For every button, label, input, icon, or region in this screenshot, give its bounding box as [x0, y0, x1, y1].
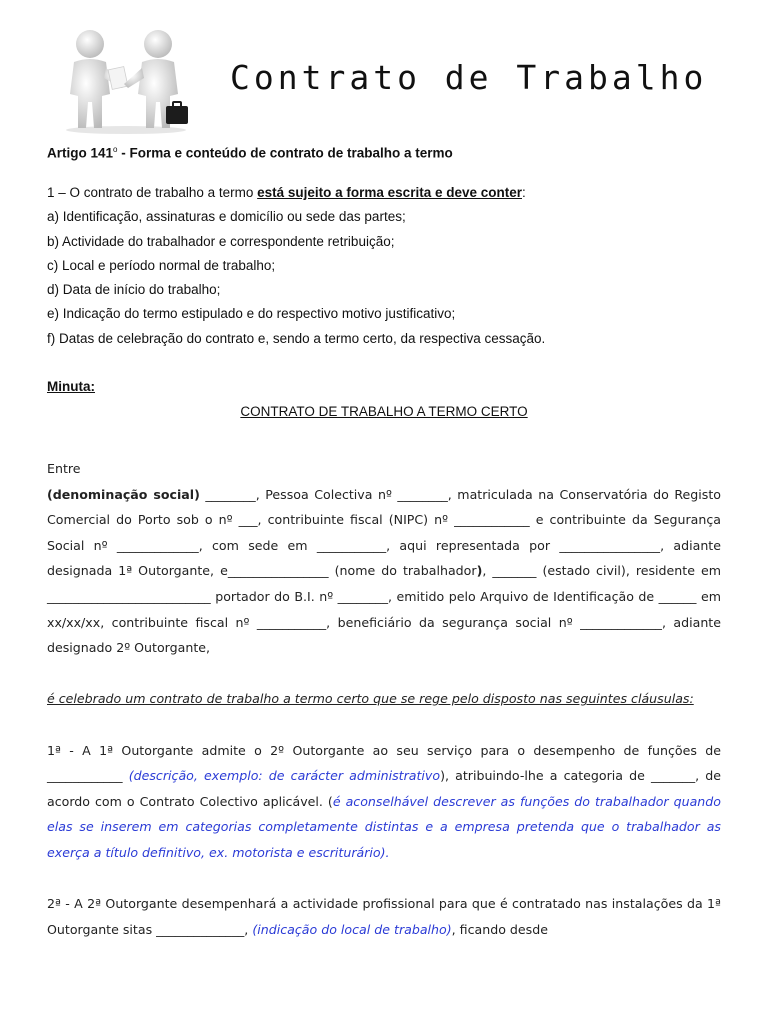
celebrado-paragraph: é celebrado um contrato de trabalho a termo certo que se rege pelo disposto nas seguintes cláusulas:	[47, 691, 694, 707]
contract-body	[47, 456, 721, 942]
clause-1	[47, 738, 721, 866]
article-ordinal: o	[113, 145, 118, 154]
article-item-d: d) Data de início do trabalho;	[47, 282, 221, 298]
document-title: Contrato de Trabalho	[230, 58, 708, 97]
parties-text-2: , _______ (estado civil), residente em __________________________ portador do B.I. nº ________, emitido pelo Arquivo de Identificação de ______ em xx/xx/xx, contribuinte fiscal nº ___________, beneficiário da segurança social nº _____________, adiante designado 2º Outorgante,	[47, 563, 721, 656]
article-item-1	[47, 181, 737, 205]
minuta-text: Minuta	[47, 379, 91, 394]
clause2-text-2: , ficando desde	[451, 921, 548, 937]
document-header	[0, 0, 768, 140]
clause2-note-1: (indicação do local de trabalho)	[252, 921, 452, 937]
handshake-figures-icon	[56, 28, 192, 134]
clause2-text-1: 2ª - A 2ª Outorgante desempenhará a actividade profissional para que é contratado nas instalações da 1ª Outorgante sitas ______________,	[47, 896, 721, 937]
item1-emphasis: está sujeito a forma escrita e deve conter	[257, 185, 522, 200]
parties-bold-paren: )	[476, 563, 483, 579]
item1-prefix: 1 – O contrato de trabalho a termo	[47, 185, 258, 200]
clause1-text-1: 1ª - A 1ª Outorgante admite o 2º Outorgante ao seu serviço para o desempenho de funções de ____________	[47, 742, 721, 784]
article-item-a: a) Identificação, assinaturas e domicílio ou sede das partes;	[47, 209, 406, 225]
item1-suffix: :	[522, 185, 526, 200]
article-dash: -	[117, 145, 130, 161]
article-item-c: c) Local e período normal de trabalho;	[47, 257, 276, 273]
parties-paragraph	[47, 482, 721, 661]
clause1-note-1: (descrição, exemplo: de carácter administrativo	[128, 768, 441, 784]
article-item-b: b) Actividade do trabalhador e correspondente retribuição;	[47, 233, 395, 249]
article-title: Forma e conteúdo de contrato de trabalho a termo	[129, 145, 453, 161]
article-content	[47, 181, 737, 351]
contract-title: CONTRATO DE TRABALHO A TERMO CERTO	[240, 404, 528, 419]
article-item-f: f) Datas de celebração do contrato e, sendo a termo certo, da respectiva cessação.	[47, 330, 546, 346]
company-name-placeholder: (denominação social)	[47, 486, 200, 502]
clause1-text-2: ), atribuindo-lhe a categoria de _______, de acordo com o Contrato Colectivo aplicável. (	[47, 768, 721, 809]
minuta-colon: :	[90, 379, 95, 394]
clause1-note-2: é aconselhável descrever as funções do trabalhador quando elas se inserem em categorias completamente distintas e a empresa pretenda que o trabalhador as exerça a título definitivo, ex. motorista e escriturário).	[47, 793, 721, 860]
parties-text-1: ________, Pessoa Colectiva nº ________, matriculada na Conservatória do Registo Comercial do Porto sob o nº ___, contribuinte fiscal (NIPC) nº ____________ e contribuinte da Segurança Social nº _____________, com sede em ___________, aqui representada por ________________, adiante designada 1ª Outorgante, e________________ (nome do trabalhador	[47, 486, 721, 579]
clause-2	[47, 891, 721, 942]
entre-line: Entre	[47, 461, 81, 476]
article-number: Artigo 141	[47, 145, 114, 161]
article-heading	[47, 145, 453, 161]
article-item-e: e) Indicação do termo estipulado e do respectivo motivo justificativo;	[47, 306, 456, 322]
minuta-label	[47, 379, 95, 394]
